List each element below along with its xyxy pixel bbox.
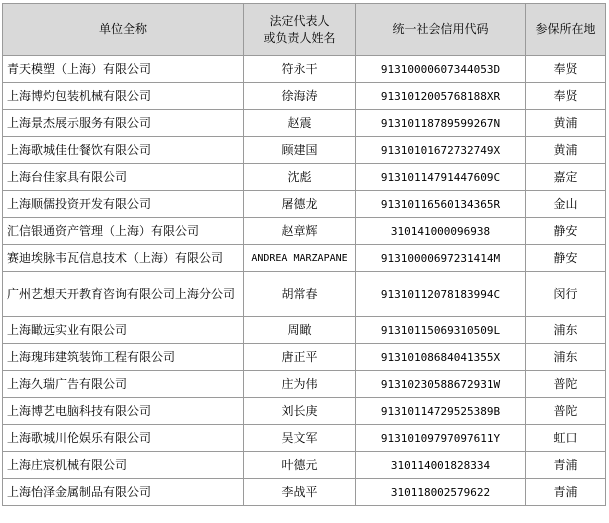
cell-district: 普陀 — [526, 398, 606, 425]
cell-code: 310141000096938 — [356, 218, 526, 245]
cell-name: 上海博艺电脑科技有限公司 — [3, 398, 244, 425]
cell-rep: 周瞰 — [244, 317, 356, 344]
cell-district: 普陀 — [526, 371, 606, 398]
cell-rep: 叶德元 — [244, 452, 356, 479]
cell-district: 黄浦 — [526, 110, 606, 137]
table-row — [3, 425, 606, 452]
header-rep-line2: 或负责人姓名 — [263, 30, 336, 45]
table-row — [3, 218, 606, 245]
cell-name: 上海顺儒投资开发有限公司 — [3, 191, 244, 218]
cell-name: 赛迪埃脉韦瓦信息技术（上海）有限公司 — [3, 245, 244, 272]
cell-rep: 符永干 — [244, 56, 356, 83]
cell-name: 汇信银通资产管理（上海）有限公司 — [3, 218, 244, 245]
cell-district: 嘉定 — [526, 164, 606, 191]
cell-code: 91310108684041355X — [356, 344, 526, 371]
table-header-row — [3, 4, 606, 56]
table-row — [3, 344, 606, 371]
cell-rep: 顾建国 — [244, 137, 356, 164]
cell-name: 上海庄宸机械有限公司 — [3, 452, 244, 479]
cell-code: 310118002579622 — [356, 479, 526, 506]
cell-code: 91310109797097611Y — [356, 425, 526, 452]
cell-name: 广州艺想天开教育咨询有限公司上海分公司 — [3, 272, 244, 317]
cell-district: 奉贤 — [526, 83, 606, 110]
cell-code: 310114001828334 — [356, 452, 526, 479]
cell-code: 91310230588672931W — [356, 371, 526, 398]
cell-district: 虹口 — [526, 425, 606, 452]
cell-rep: 屠德龙 — [244, 191, 356, 218]
cell-district: 静安 — [526, 245, 606, 272]
cell-name: 上海台佳家具有限公司 — [3, 164, 244, 191]
cell-district: 青浦 — [526, 479, 606, 506]
cell-code: 91310000607344053D — [356, 56, 526, 83]
cell-name: 青天模塑（上海）有限公司 — [3, 56, 244, 83]
table-row — [3, 164, 606, 191]
credit-table — [2, 3, 606, 506]
cell-code: 91310115069310509L — [356, 317, 526, 344]
table-row — [3, 479, 606, 506]
table-row — [3, 191, 606, 218]
cell-name: 上海歌城川伦娱乐有限公司 — [3, 425, 244, 452]
table-row — [3, 110, 606, 137]
table-row — [3, 56, 606, 83]
cell-name: 上海歌城佳仕餐饮有限公司 — [3, 137, 244, 164]
cell-name: 上海怡泽金属制品有限公司 — [3, 479, 244, 506]
cell-name: 上海景杰展示服务有限公司 — [3, 110, 244, 137]
header-rep — [244, 4, 356, 56]
cell-code: 91310112078183994C — [356, 272, 526, 317]
cell-district: 闵行 — [526, 272, 606, 317]
table-row — [3, 245, 606, 272]
cell-rep: 庄为伟 — [244, 371, 356, 398]
table-row — [3, 452, 606, 479]
cell-code: 91310118789599267N — [356, 110, 526, 137]
cell-code: 91310000697231414M — [356, 245, 526, 272]
cell-code: 91310114729525389B — [356, 398, 526, 425]
table-row — [3, 371, 606, 398]
table-row — [3, 83, 606, 110]
cell-rep: 唐正平 — [244, 344, 356, 371]
cell-district: 奉贤 — [526, 56, 606, 83]
cell-district: 金山 — [526, 191, 606, 218]
cell-district: 浦东 — [526, 317, 606, 344]
table-row — [3, 272, 606, 317]
cell-rep: 赵震 — [244, 110, 356, 137]
cell-district: 静安 — [526, 218, 606, 245]
cell-rep: 胡常春 — [244, 272, 356, 317]
cell-district: 青浦 — [526, 452, 606, 479]
cell-name: 上海久瑞广告有限公司 — [3, 371, 244, 398]
header-code: 统一社会信用代码 — [356, 4, 526, 56]
header-name: 单位全称 — [3, 4, 244, 56]
cell-code: 91310101672732749X — [356, 137, 526, 164]
cell-code: 91310116560134365R — [356, 191, 526, 218]
cell-district: 浦东 — [526, 344, 606, 371]
cell-rep: 刘长庚 — [244, 398, 356, 425]
cell-rep: 李战平 — [244, 479, 356, 506]
cell-rep: 赵章辉 — [244, 218, 356, 245]
cell-code: 9131012005768188XR — [356, 83, 526, 110]
cell-rep: 吴文军 — [244, 425, 356, 452]
cell-code: 91310114791447609C — [356, 164, 526, 191]
table-row — [3, 398, 606, 425]
cell-rep: 沈彪 — [244, 164, 356, 191]
header-rep-line1: 法定代表人 — [269, 13, 330, 28]
header-district: 参保所在地 — [526, 4, 606, 56]
cell-rep: ANDREA MARZAPANE — [244, 245, 356, 272]
cell-district: 黄浦 — [526, 137, 606, 164]
cell-rep: 徐海涛 — [244, 83, 356, 110]
table-row — [3, 137, 606, 164]
table-row — [3, 317, 606, 344]
cell-name: 上海瞰远实业有限公司 — [3, 317, 244, 344]
cell-name: 上海博灼包装机械有限公司 — [3, 83, 244, 110]
cell-name: 上海瑰玮建筑装饰工程有限公司 — [3, 344, 244, 371]
